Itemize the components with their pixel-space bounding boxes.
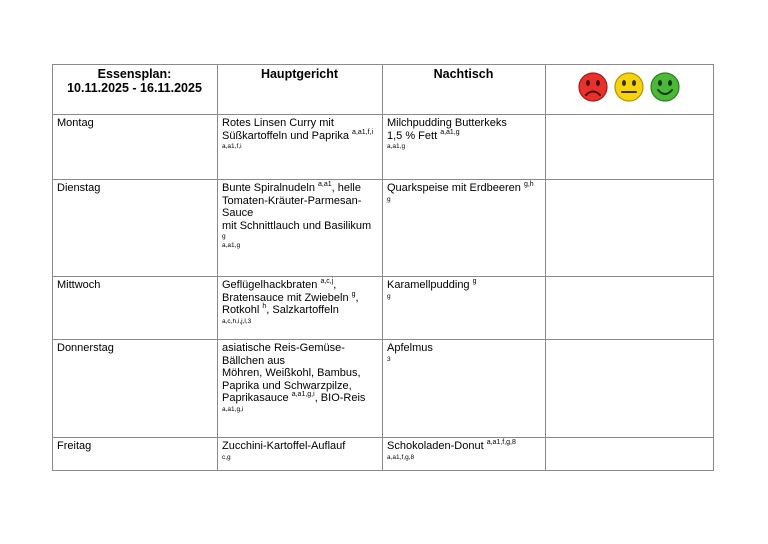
rating-header xyxy=(546,65,714,115)
main-dish-line: Geflügelhackbraten xyxy=(222,279,321,291)
main-dish-line: , xyxy=(333,279,337,291)
rating-faces xyxy=(550,67,708,103)
rating-cell[interactable] xyxy=(546,115,714,180)
dessert-cell xyxy=(383,180,546,277)
happy-face-icon xyxy=(649,71,681,103)
table-row xyxy=(53,277,714,340)
main-dish-line: , helle xyxy=(331,182,361,194)
header-row xyxy=(53,65,714,115)
main-dish-line: , BIO-Reis xyxy=(314,392,366,404)
main-dish-line: , Salzkartoffeln xyxy=(266,304,339,316)
main-dish-line: Tomaten-Kräuter-Parmesan- xyxy=(222,194,362,207)
rating-cell[interactable] xyxy=(546,277,714,340)
allergen-superscript: a,a1,f,i xyxy=(352,128,374,136)
day-cell: Montag xyxy=(53,115,218,180)
dessert-line: Karamellpudding xyxy=(387,279,473,291)
day-cell: Donnerstag xyxy=(53,340,218,438)
table-row xyxy=(53,438,714,471)
main-dish-line: Süßkartoffeln und Paprika xyxy=(222,129,353,142)
main-dish-cell xyxy=(218,115,383,180)
main-dish-line: Bunte Spiralnudeln xyxy=(222,182,319,194)
main-dish-line: Zucchini-Kartoffel-Auflauf xyxy=(222,440,346,452)
main-dish-cell xyxy=(218,340,383,438)
plan-title-cell xyxy=(53,65,218,115)
main-dish-cell xyxy=(218,277,383,340)
table-row xyxy=(53,340,714,438)
main-dish-line: Paprikasauce xyxy=(222,392,292,404)
allergen-superscript: g,h xyxy=(523,181,534,188)
dessert-cell xyxy=(383,115,546,180)
allergen-superscript: a,a1 xyxy=(318,181,332,188)
plan-date-range: 10.11.2025 - 16.11.2025 xyxy=(67,81,202,95)
dessert-line: Schokoladen-Donut xyxy=(387,440,487,452)
allergen-superscript: g xyxy=(351,290,356,298)
main-dish-line: Bratensauce mit Zwiebeln xyxy=(222,291,352,304)
allergen-superscript: h xyxy=(262,303,267,310)
dessert-cell xyxy=(383,277,546,340)
allergen-code: a,c,h,i,j,l,3 xyxy=(222,317,252,325)
rating-cell[interactable] xyxy=(546,438,714,471)
dessert-line: 1,5 % Fett xyxy=(387,129,441,142)
day-cell: Mittwoch xyxy=(53,277,218,340)
day-cell: Freitag xyxy=(53,438,218,471)
allergen-code: g xyxy=(387,292,391,300)
table-row xyxy=(53,180,714,277)
day-cell: Dienstag xyxy=(53,180,218,277)
plan-title: Essensplan: xyxy=(97,67,172,81)
allergen-code: g xyxy=(387,195,391,203)
rating-cell[interactable] xyxy=(546,340,714,438)
main-dish-cell xyxy=(218,438,383,471)
allergen-code: c,g xyxy=(222,453,231,461)
main-dish-line: asiatische Reis-Gemüse- xyxy=(222,342,345,354)
allergen-code: a,a1,f,i xyxy=(222,143,242,150)
main-dish-line: Paprika und Schwarzpilze, xyxy=(222,379,352,392)
allergen-superscript: a,c,j xyxy=(320,278,334,285)
dessert-line: Apfelmus xyxy=(387,342,433,354)
main-dish-line: , xyxy=(355,291,359,304)
neutral-face-icon xyxy=(613,71,645,103)
dessert-cell xyxy=(383,340,546,438)
allergen-code: 3 xyxy=(387,355,391,363)
sad-face-icon xyxy=(577,71,609,103)
meal-plan-table xyxy=(52,64,714,471)
main-dish-line: Bällchen aus xyxy=(222,354,285,367)
table-row xyxy=(53,115,714,180)
main-dish-line: mit Schnittlauch und Basilikum xyxy=(222,219,372,232)
allergen-superscript: a,a1,g xyxy=(440,128,460,136)
main-dish-line: Sauce xyxy=(222,207,254,219)
main-dish-line: Rotkohl xyxy=(222,304,263,316)
allergen-superscript: a,a1,g,i xyxy=(291,391,315,398)
main-dish-line: Möhren, Weißkohl, Bambus, xyxy=(222,367,361,379)
main-dish-header: Hauptgericht xyxy=(218,65,383,115)
allergen-code: a,a1,g xyxy=(222,242,241,249)
allergen-superscript: g xyxy=(222,233,226,240)
dessert-cell xyxy=(383,438,546,471)
dessert-header: Nachtisch xyxy=(383,65,546,115)
dessert-line: Milchpudding Butterkeks xyxy=(387,117,507,129)
allergen-code: a,a1,g xyxy=(387,143,406,150)
main-dish-line: Rotes Linsen Curry mit xyxy=(222,117,334,129)
rating-cell[interactable] xyxy=(546,180,714,277)
main-dish-cell xyxy=(218,180,383,277)
allergen-code: a,a1,f,g,8 xyxy=(387,453,415,461)
allergen-superscript: g xyxy=(472,278,477,285)
allergen-superscript: a,a1,f,g,8 xyxy=(486,439,516,446)
dessert-line: Quarkspeise mit Erdbeeren xyxy=(387,182,524,194)
allergen-code: a,a1,g,i xyxy=(222,405,244,413)
